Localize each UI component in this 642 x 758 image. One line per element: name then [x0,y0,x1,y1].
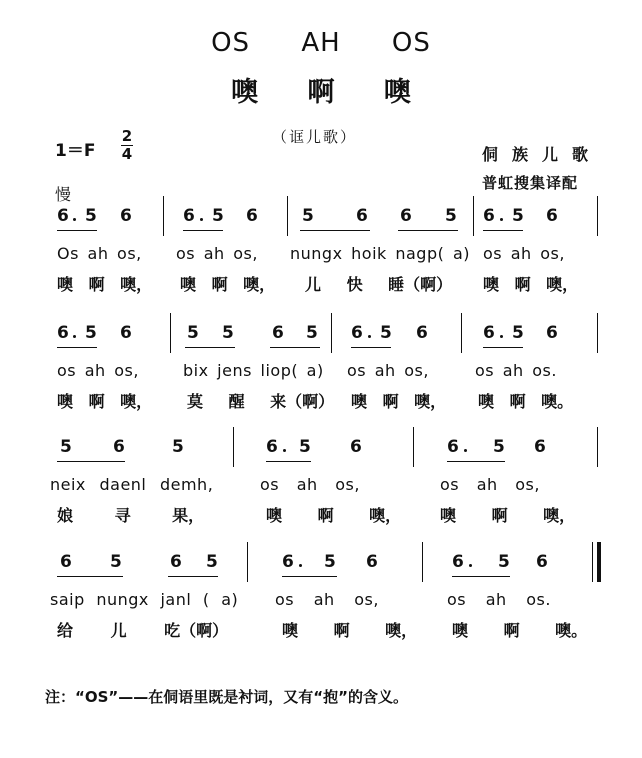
title-latin: OS AH OS [211,28,431,58]
lyric-latin: bix jens liop( a) [183,361,324,380]
lyric-latin: neix daenl demh, [50,475,214,494]
note: 6 [170,552,182,572]
note: 6 [272,323,284,343]
note: 6 [113,437,125,457]
lyric-chinese: 噢 啊 噢。 [452,621,588,640]
credit-collector: 普虹搜集译配 [482,174,579,192]
note: 6 [546,206,558,226]
note: 5 [512,206,524,226]
note: 6 [282,552,294,572]
note: 6 [452,552,464,572]
note: 5 [299,437,311,457]
lyric-chinese: 噢 啊 噢， [57,275,153,294]
lyric-latin: os ah os, [440,475,540,494]
time-signature-top: 2 [121,127,133,145]
lyric-latin: os ah os. [447,590,551,609]
note: 6 [447,437,459,457]
note: 6 [400,206,412,226]
lyric-chinese: 噢 啊 噢， [440,506,576,525]
note: 6 [57,206,69,226]
note: 5 [212,206,224,226]
time-signature [120,128,134,163]
note: 6 [366,552,378,572]
lyric-chinese: 噢 啊 噢。 [478,392,574,411]
note: 6 [356,206,368,226]
note: 6 [246,206,258,226]
lyric-latin: os ah os. [475,361,557,380]
note: 6 [483,323,495,343]
note: 6 [57,323,69,343]
lyric-chinese: 给 儿 吃（啊） [57,621,229,640]
lyric-latin: os ah os, [347,361,429,380]
note: 5 [324,552,336,572]
lyric-chinese: 娘 寻 果， [57,506,205,525]
time-signature-bottom: 4 [121,145,133,163]
lyric-latin: nungx hoik nagp( a) [290,244,470,263]
note: 5 [222,323,234,343]
note: 5 [60,437,72,457]
lyric-latin: os ah os, [57,361,139,380]
subtitle: （诓儿歌） [272,128,358,146]
lyric-latin: os ah os, [176,244,258,263]
lyric-latin: Os ah os, [57,244,142,263]
lyric-chinese: 莫 醒 来（啊） [187,392,335,411]
lyric-chinese: 噢 啊 噢， [266,506,402,525]
note: 5 [512,323,524,343]
note: 5 [493,437,505,457]
lyric-latin: os ah os, [483,244,565,263]
lyric-chinese: 噢 啊 噢， [180,275,276,294]
note: 5 [380,323,392,343]
note: 6 [350,437,362,457]
note: 5 [187,323,199,343]
note: 6 [266,437,278,457]
tempo-marking: 慢 [55,185,72,204]
credit-ethnicity: 侗族儿歌 [482,145,603,164]
note: 6 [60,552,72,572]
lyric-chinese: 儿 快 睡（啊） [305,275,453,294]
note: 5 [306,323,318,343]
key-signature: 1＝F [55,141,96,161]
note: 6 [483,206,495,226]
note: 6 [534,437,546,457]
note: 6 [536,552,548,572]
lyric-chinese: 噢 啊 噢， [57,392,153,411]
note: 6 [546,323,558,343]
lyric-latin: os ah os, [275,590,379,609]
note: 5 [206,552,218,572]
note: 6 [183,206,195,226]
lyric-chinese: 噢 啊 噢， [282,621,418,640]
lyric-chinese: 噢 啊 噢， [483,275,579,294]
note: 6 [416,323,428,343]
title-chinese: 噢 啊 噢 [231,77,431,108]
note: 5 [172,437,184,457]
note: 5 [110,552,122,572]
note: 5 [445,206,457,226]
lyric-chinese: 噢 啊 噢， [351,392,447,411]
note: 5 [85,206,97,226]
note: 5 [498,552,510,572]
note: 5 [85,323,97,343]
note: 6 [120,323,132,343]
note: 6 [351,323,363,343]
footnote: 注：“OS”——在侗语里既是衬词，又有“抱”的含义。 [45,688,408,706]
lyric-latin: os ah os, [260,475,360,494]
note: 6 [120,206,132,226]
lyric-latin: saip nungx janl ( a) [50,590,239,609]
note: 5 [302,206,314,226]
